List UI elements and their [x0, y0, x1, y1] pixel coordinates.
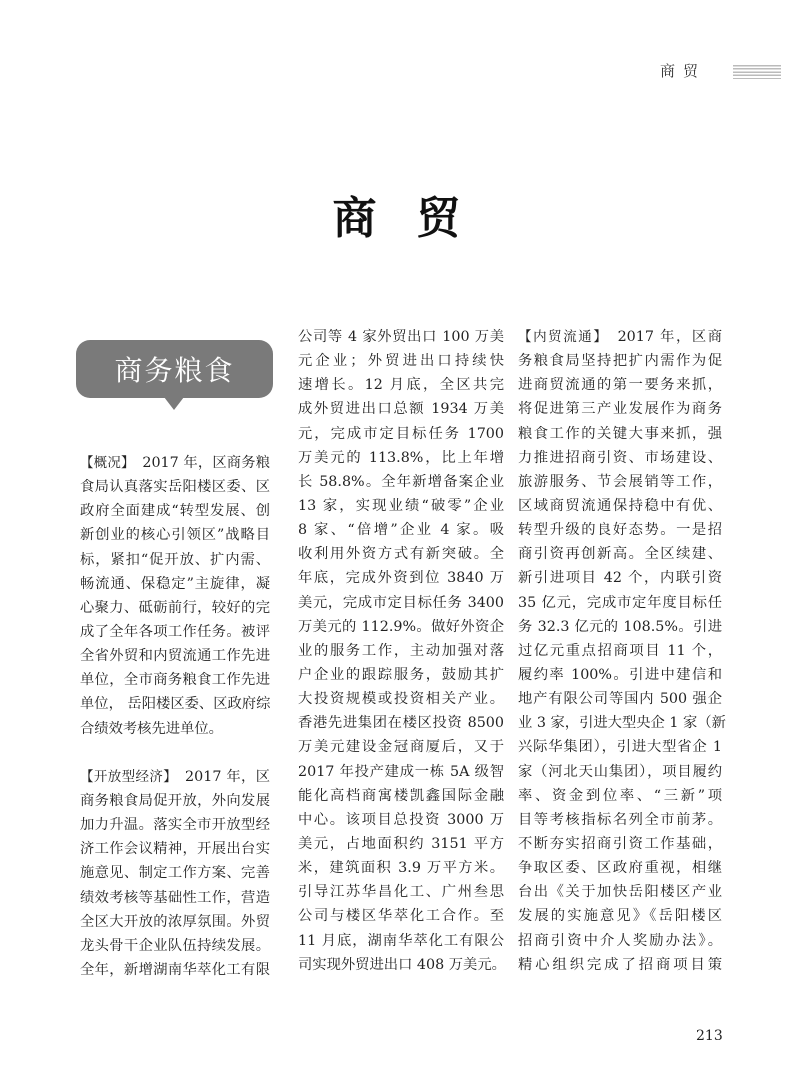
text-line-content: 万美元的 112.9%。做好外资企: [298, 618, 504, 635]
text-line: [80, 548, 270, 572]
text-line: [518, 615, 722, 639]
running-header: 商贸: [660, 62, 707, 80]
paragraph-heading: 【概况】: [80, 455, 128, 471]
text-line-content: 台出《关于加快岳阳楼区产业: [518, 884, 722, 901]
text-line-content: 商务粮食局促开放，外向发展: [80, 792, 270, 809]
text-line-content: 目等考核指标名列全市前茅。: [518, 811, 722, 828]
text-line-content: 美元，占地面积约 3151 平方: [298, 835, 504, 852]
text-line-content: 万美元的 113.8%，比上年增: [298, 449, 504, 466]
text-line: [298, 325, 504, 349]
text-line-content: 发展的实施意见》《岳阳楼区: [518, 908, 722, 925]
text-line-content: 能化高档商寓楼凯鑫国际金融: [298, 787, 504, 804]
text-line: [298, 784, 504, 808]
text-line: [518, 808, 722, 832]
text-line: [80, 934, 270, 958]
header-rule-decoration: [733, 65, 781, 79]
text-line-content: 速增长。12 月底，全区共完: [298, 377, 504, 394]
text-line-content: 全省外贸和内贸流通工作先进: [80, 648, 270, 665]
badge-pointer: [164, 397, 184, 410]
text-line-content: 长 58.8%。全年新增备案企业: [298, 473, 504, 490]
text-line: [80, 861, 270, 885]
text-line-content: 过亿元重点招商项目 11 个，: [518, 642, 722, 659]
text-line: [298, 735, 504, 759]
text-line: [298, 518, 504, 542]
text-line-content: 11 月底，湖南华萃化工有限公: [298, 932, 504, 949]
text-line: [518, 687, 722, 711]
text-line: [298, 904, 504, 928]
text-line-content: 力推进招商引资、市场建设、: [518, 449, 722, 466]
text-line: [298, 494, 504, 518]
text-line: [298, 397, 504, 421]
text-line: [80, 644, 270, 668]
text-line-content: 招商引资中介人奖励办法》。: [518, 932, 722, 949]
text-line: [80, 475, 270, 499]
column-3: [518, 325, 726, 977]
text-line-content: 户企业的跟踪服务，鼓励其扩: [298, 666, 504, 683]
text-line-content: 全年，新增湖南华萃化工有限: [80, 961, 270, 978]
text-line: [80, 813, 270, 837]
text-line: [298, 929, 504, 953]
chapter-title: 商贸: [332, 193, 501, 244]
text-line: [80, 910, 270, 934]
text-line-content: 业 3 家，引进大型央企 1 家（新: [518, 715, 726, 732]
text-line: [80, 523, 270, 547]
text-line-content: 元，完成市定目标任务 1700: [298, 425, 504, 442]
text-line-content: 心聚力、砥砺前行，较好的完: [80, 599, 270, 616]
text-line: [518, 735, 722, 759]
text-line-content: 地产有限公司等国内 500 强企: [518, 691, 722, 708]
text-line: [298, 566, 504, 590]
text-line: [518, 663, 722, 687]
text-line: [80, 958, 270, 982]
text-line-content: 转型升级的良好态势。一是招: [518, 522, 722, 539]
section-badge: 商务粮食: [76, 340, 273, 398]
text-line: [518, 470, 722, 494]
text-line-content: 公司等 4 家外贸出口 100 万美: [298, 329, 504, 345]
text-line-content: 履约率 100%。引进中建信和: [518, 666, 722, 683]
text-line-content: 成外贸进出口总额 1934 万美: [298, 401, 504, 418]
text-line: [298, 687, 504, 711]
text-line: [298, 373, 504, 397]
text-line: [518, 446, 722, 470]
text-line: [518, 591, 722, 615]
text-line: [518, 711, 726, 735]
text-line: [80, 837, 270, 861]
text-line: [298, 711, 504, 735]
text-line-content: 2017 年，区商务粮: [127, 455, 271, 471]
text-line-content: 务 32.3 亿元的 108.5%。引进: [518, 618, 722, 635]
text-line: [518, 880, 722, 904]
text-line-content: 2017 年，区: [170, 768, 270, 785]
text-line: [298, 808, 504, 832]
text-line: [80, 451, 270, 475]
text-line-content: 大投资规模或投资相关产业。: [298, 691, 504, 708]
text-line-content: 畅流通、保稳定”主旋律，凝: [80, 575, 270, 592]
text-line-content: 8 家、“倍增”企业 4 家。吸: [298, 522, 504, 539]
text-line: [80, 765, 270, 789]
text-line-content: 争取区委、区政府重视，相继: [518, 860, 722, 877]
text-line: [298, 470, 504, 494]
text-line: [518, 422, 722, 446]
text-line-content: 美元，完成市定目标任务 3400: [298, 594, 504, 611]
text-line: [298, 760, 504, 784]
text-line-content: 进商贸流通的第一要务来抓，: [518, 377, 722, 394]
text-line: [80, 692, 270, 716]
text-line: [518, 397, 722, 421]
text-line: [80, 620, 270, 644]
column-2: [298, 325, 504, 977]
text-line-content: 米，建筑面积 3.9 万平方米。: [298, 860, 504, 877]
text-line: [518, 639, 722, 663]
text-line-content: 单位，全市商务粮食工作先进: [80, 672, 270, 689]
text-line-content: 公司与楼区华萃化工合作。至: [298, 908, 504, 925]
text-line: [80, 789, 270, 813]
text-line-content: 新引进项目 42 个，内联引资: [518, 570, 722, 587]
text-line: [518, 856, 722, 880]
text-line: [518, 904, 722, 928]
text-line-content: 施意见、制定工作方案、完善: [80, 865, 270, 882]
text-line: [518, 494, 722, 518]
text-line: [518, 760, 722, 784]
text-line-content: 全区大开放的浓厚氛围。外贸: [80, 913, 270, 930]
text-line-content: 率、资金到位率、“三新”项: [518, 787, 722, 804]
text-line-content: 区域商贸流通保持稳中有优、: [518, 497, 722, 514]
text-line: [298, 832, 504, 856]
text-line: [518, 832, 722, 856]
text-line: [298, 953, 504, 977]
text-line-content: 标，紧扣“促开放、扩内需、: [80, 551, 270, 568]
text-line: [518, 929, 722, 953]
text-line-content: 龙头骨干企业队伍持续发展。: [80, 937, 270, 954]
text-line-content: 不断夯实招商引资工作基础，: [518, 835, 722, 852]
text-line-content: 精心组织完成了招商项目策: [518, 956, 722, 973]
text-line-content: 兴际华集团），引进大型省企 1: [518, 739, 722, 756]
text-line: [80, 717, 270, 741]
text-line-content: 务粮食局坚持把扩内需作为促: [518, 353, 722, 370]
text-line-content: 成了全年各项工作任务。被评: [80, 623, 270, 640]
text-line: [518, 518, 722, 542]
text-line: [518, 325, 722, 349]
text-line-content: 食局认真落实岳阳楼区委、区: [80, 479, 270, 496]
text-line-content: 中心。该项目总投资 3000 万: [298, 811, 504, 828]
text-line-content: 35 亿元，完成市定年度目标任: [518, 594, 722, 611]
text-line: [80, 499, 270, 523]
text-line: [518, 349, 722, 373]
text-line: [518, 953, 722, 977]
text-line-content: 司实现外贸进出口 408 万美元。: [298, 956, 506, 973]
text-line: [518, 566, 722, 590]
text-line: [298, 615, 504, 639]
text-line-content: 加力升温。落实全市开放型经: [80, 817, 270, 834]
text-line: [298, 591, 504, 615]
text-line-content: 2017 年投产建成一栋 5A 级智: [298, 763, 504, 780]
text-line: [298, 880, 504, 904]
text-line: [518, 373, 722, 397]
text-line-content: 商引资再创新高。全区续建、: [518, 546, 722, 563]
text-line: [298, 542, 504, 566]
text-line-content: 万美元建设金冠商厦后，又于: [298, 739, 504, 756]
text-line: [518, 542, 722, 566]
text-line-content: 合绩效考核先进单位。: [80, 720, 223, 737]
text-line: [298, 422, 504, 446]
text-line-content: 将促进第三产业发展作为商务: [518, 401, 722, 418]
text-line-content: 香港先进集团在楼区投资 8500: [298, 715, 504, 732]
paragraph-gap: [80, 741, 270, 765]
text-line-content: 元企业；外贸进出口持续快: [298, 353, 504, 370]
text-line-content: 年底，完成外资到位 3840 万: [298, 570, 504, 587]
text-line: [298, 446, 504, 470]
text-line: [298, 856, 504, 880]
text-line: [80, 668, 270, 692]
text-line: [80, 596, 270, 620]
text-line: [80, 572, 270, 596]
text-line: [518, 784, 722, 808]
text-line-content: 收利用外资方式有新突破。全: [298, 546, 504, 563]
paragraph-heading: 【开放型经济】: [80, 768, 171, 785]
text-line-content: 绩效考核等基础性工作，营造: [80, 889, 270, 906]
text-line-content: 政府全面建成“转型发展、创: [80, 503, 270, 520]
text-line-content: 旅游服务、节会展销等工作，: [518, 473, 722, 490]
text-line-content: 业的服务工作，主动加强对落: [298, 642, 504, 659]
text-line-content: 2017 年，区商: [601, 329, 722, 345]
text-line-content: 家（河北天山集团），项目履约: [518, 763, 722, 780]
text-line: [298, 349, 504, 373]
text-line: [80, 886, 270, 910]
text-line-content: 新创业的核心引领区”战略目: [80, 527, 270, 544]
text-line-content: 单位， 岳阳楼区委、区政府综: [80, 696, 271, 713]
text-line-content: 13 家，实现业绩“破零”企业: [298, 497, 504, 514]
page-number: 213: [696, 1028, 723, 1044]
column-1: [80, 451, 270, 982]
paragraph-heading: 【内贸流通】: [518, 329, 602, 345]
text-line-content: 济工作会议精神，开展出台实: [80, 841, 270, 858]
text-line-content: 粮食工作的关键大事来抓，强: [518, 425, 722, 442]
text-line: [298, 663, 504, 687]
text-line-content: 引导江苏华昌化工、广州叁思: [298, 884, 504, 901]
text-line: [298, 639, 504, 663]
